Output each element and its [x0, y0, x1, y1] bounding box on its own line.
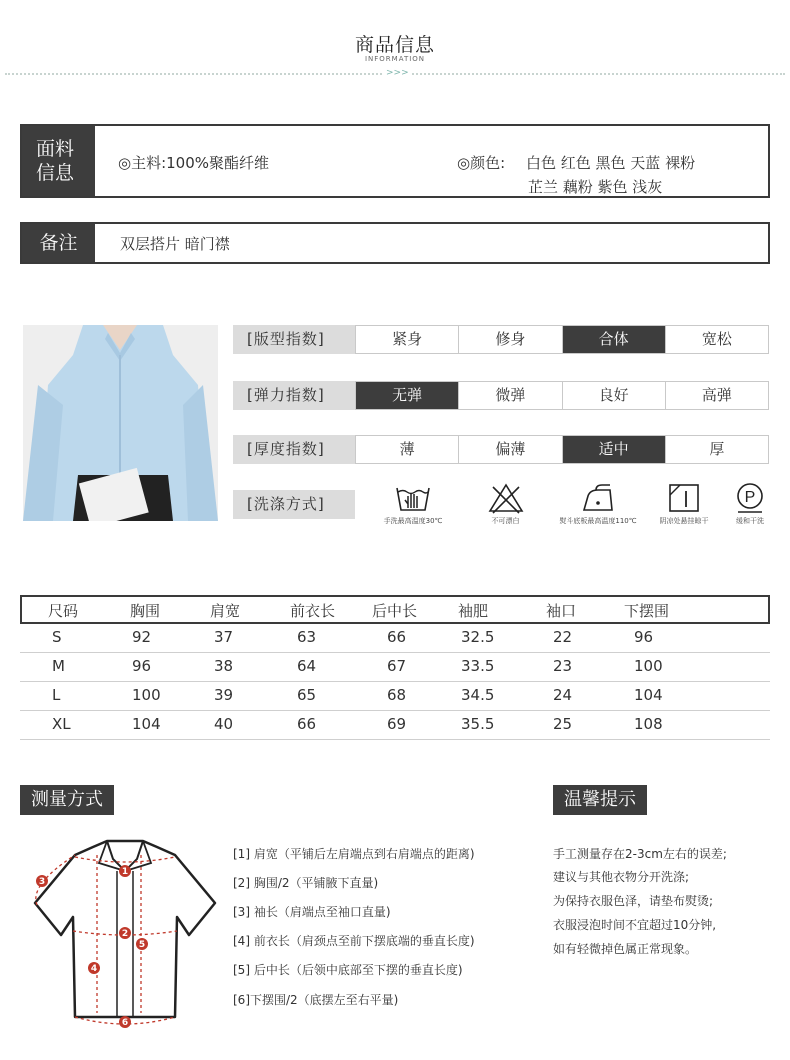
- table-cell: S: [52, 628, 62, 646]
- wash-item: [720, 482, 780, 526]
- thickness-option-thin: 薄: [399, 440, 415, 458]
- tip-line: 如有轻微掉色属正常现象。: [553, 942, 698, 956]
- line-dry-shade-icon: [666, 482, 702, 514]
- measure-title: 测量方式: [20, 785, 114, 815]
- stretch-option-high: 高弹: [665, 382, 768, 409]
- table-cell: 37: [214, 628, 234, 646]
- header-back-length: 后中长: [372, 602, 418, 620]
- stretch-option-none: 无弹: [356, 382, 458, 409]
- table-cell: 35.5: [461, 715, 495, 733]
- table-cell: 25: [553, 715, 573, 733]
- thickness-index-label: [厚度指数]: [233, 435, 355, 464]
- measure-item: [2] 胸围/2（平铺腋下直量): [233, 876, 379, 890]
- marker-3: 3: [38, 877, 46, 887]
- table-cell: 96: [634, 628, 654, 646]
- measure-item: [3] 袖长（肩端点至袖口直量): [233, 905, 391, 919]
- header-chest: 胸围: [130, 602, 161, 620]
- fit-option-regular: 合体: [562, 326, 665, 353]
- tip-line: 手工测量存在2-3cm左右的误差;: [553, 847, 727, 861]
- measure-item: [5] 后中长（后领中底部至下摆的垂直长度): [233, 963, 463, 977]
- table-cell: 66: [297, 715, 317, 733]
- svg-text:P: P: [744, 489, 756, 506]
- thickness-index-row: [233, 435, 769, 464]
- header-hem: 下摆围: [624, 602, 670, 620]
- tips-title: 温馨提示: [553, 785, 647, 815]
- table-cell: 32.5: [461, 628, 495, 646]
- wash-text-iron: 熨斗底板最高温度110℃: [559, 517, 637, 525]
- header-size: 尺码: [48, 602, 79, 620]
- table-cell: 104: [132, 715, 161, 733]
- table-row: [20, 682, 770, 711]
- remark-value: 双层搭片 暗门襟: [120, 235, 230, 253]
- table-cell: XL: [52, 715, 71, 733]
- table-cell: 67: [387, 657, 407, 675]
- hand-wash-icon: [395, 482, 431, 514]
- table-cell: 104: [634, 686, 663, 704]
- product-photo: [23, 325, 218, 521]
- tip-line: 衣服浸泡时间不宜超过10分钟,: [553, 918, 717, 932]
- table-cell: 22: [553, 628, 573, 646]
- table-cell: 38: [214, 657, 234, 675]
- fit-option-slim: 修身: [458, 326, 561, 353]
- table-row: [20, 711, 770, 740]
- thickness-option-thick: 厚: [665, 436, 768, 463]
- fabric-label-line1: 面料: [36, 138, 75, 160]
- wash-item: [463, 482, 548, 526]
- size-table: [20, 595, 770, 740]
- table-cell: 68: [387, 686, 407, 704]
- stretch-index-label: [弹力指数]: [233, 381, 355, 410]
- fit-index-label: [版型指数]: [233, 325, 355, 354]
- marker-6: 6: [121, 1018, 129, 1028]
- thickness-option-medium: 适中: [562, 436, 665, 463]
- wash-item: [363, 482, 463, 526]
- table-cell: 100: [634, 657, 663, 675]
- marker-1: 1: [121, 867, 129, 877]
- table-cell: 40: [214, 715, 234, 733]
- washing-label: [洗涤方式]: [233, 490, 355, 519]
- thickness-option-fairly-thin: 偏薄: [458, 436, 561, 463]
- fit-index-options: [355, 325, 769, 354]
- marker-5: 5: [138, 940, 146, 950]
- shirt-measure-diagram: [25, 835, 225, 1031]
- page-title: 商品信息: [354, 34, 435, 56]
- fabric-label-line2: 信息: [36, 162, 75, 184]
- table-cell: 66: [387, 628, 407, 646]
- stretch-option-slight: 微弹: [458, 382, 561, 409]
- fit-option-tight: 紧身: [392, 330, 423, 348]
- measure-item: [4] 前衣长（肩颈点至前下摆底端的垂直长度): [233, 934, 475, 948]
- table-cell: 100: [132, 686, 161, 704]
- stretch-option-good: 良好: [562, 382, 665, 409]
- table-cell: 39: [214, 686, 234, 704]
- table-cell: 64: [297, 657, 317, 675]
- stretch-index-row: [233, 381, 769, 410]
- table-cell: 34.5: [461, 686, 495, 704]
- wash-text-bleach: 不可漂白: [491, 517, 520, 525]
- table-cell: 23: [553, 657, 573, 675]
- wash-item: [548, 482, 648, 526]
- wash-text-dryclean: 缓和干洗: [736, 517, 764, 525]
- size-table-header: [20, 595, 770, 624]
- wash-text-dry: 阴凉处悬挂晾干: [659, 517, 709, 525]
- table-cell: 92: [132, 628, 152, 646]
- measure-item: [6]下摆围/2（底摆左至右平量): [233, 993, 399, 1007]
- table-cell: 65: [297, 686, 317, 704]
- table-cell: M: [52, 657, 65, 675]
- fit-option-loose: 宽松: [665, 326, 768, 353]
- remark-label: 备注: [22, 224, 95, 262]
- header-front-length: 前衣长: [290, 602, 336, 620]
- table-cell: 33.5: [461, 657, 495, 675]
- fit-index-row: [233, 325, 769, 354]
- table-cell: 63: [297, 628, 317, 646]
- page-subtitle: INFORMATION: [364, 55, 426, 63]
- table-row: [20, 624, 770, 653]
- remark-panel: [20, 222, 770, 264]
- wash-text-hand: 手洗最高温度30℃: [383, 517, 443, 525]
- header-cuff: 袖口: [546, 602, 577, 620]
- marker-2: 2: [121, 929, 129, 939]
- marker-4: 4: [90, 964, 98, 974]
- material-text: ◎主料:100%聚酯纤维: [118, 154, 270, 172]
- dry-clean-p-icon: [732, 482, 768, 514]
- table-cell: 108: [634, 715, 663, 733]
- no-bleach-icon: [488, 482, 524, 514]
- measure-item: [1] 肩宽（平铺后左肩端点到右肩端点的距离): [233, 847, 475, 861]
- table-row: [20, 653, 770, 682]
- stretch-index-options: [355, 381, 769, 410]
- header-shoulder: 肩宽: [210, 602, 241, 620]
- chevron-right-icon: >>>: [383, 68, 412, 78]
- table-cell: 96: [132, 657, 152, 675]
- washing-icons: [363, 482, 780, 526]
- tip-line: 建议与其他衣物分开洗涤;: [553, 870, 690, 884]
- header-sleeve-width: 袖肥: [458, 602, 489, 620]
- colors-line-2: 芷兰 藕粉 紫色 浅灰: [528, 178, 663, 196]
- colors-line-1: 白色 红色 黑色 天蓝 裸粉: [526, 154, 696, 172]
- color-label: ◎颜色:: [457, 154, 506, 172]
- table-cell: 69: [387, 715, 407, 733]
- wash-item: [648, 482, 720, 526]
- fabric-info-panel: [20, 124, 770, 198]
- thickness-index-options: [355, 435, 769, 464]
- fabric-info-label: [22, 126, 95, 196]
- tip-line: 为保持衣服色泽，请垫布熨烫;: [553, 894, 714, 908]
- iron-icon: [580, 482, 616, 514]
- table-cell: 24: [553, 686, 573, 704]
- table-cell: L: [52, 686, 61, 704]
